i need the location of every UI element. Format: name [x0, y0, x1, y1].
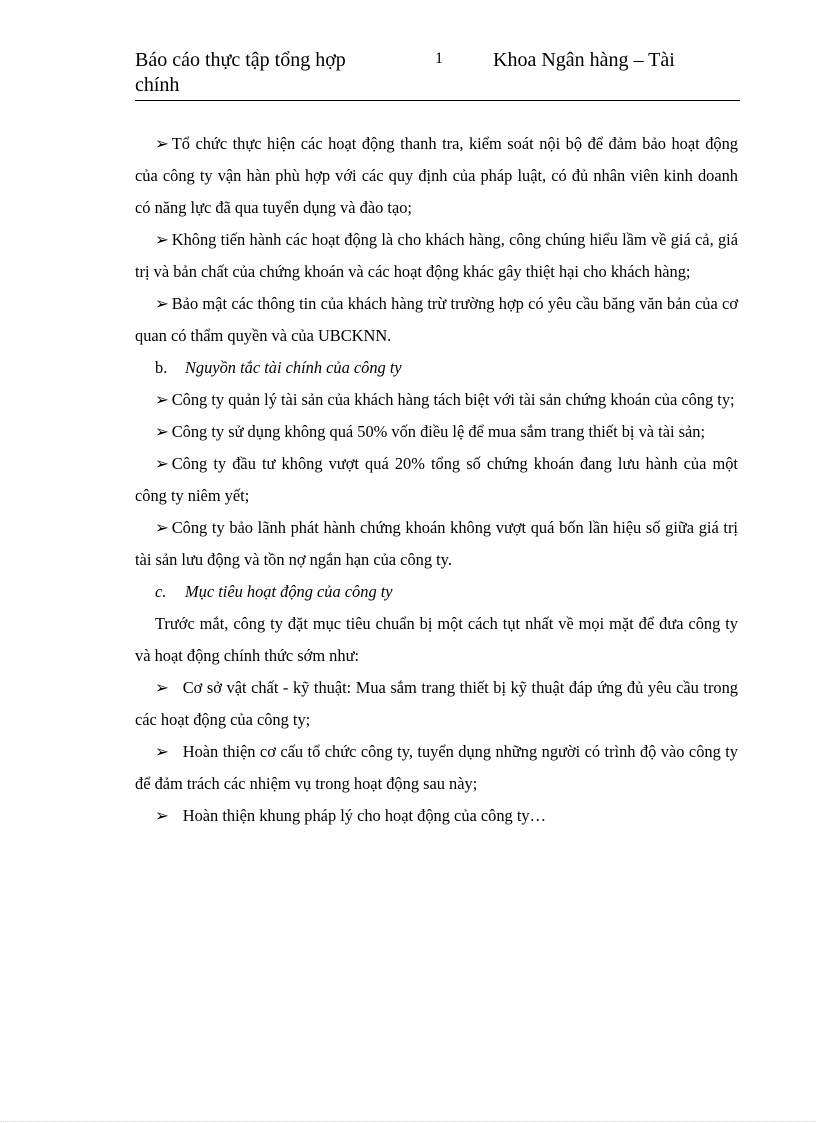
paragraph-text: Cơ sở vật chất - kỹ thuật: Mua sắm trang thiết bị kỹ thuật đáp ứng đủ yêu cầu trong các hoạt động của công ty; [135, 678, 738, 729]
paragraph-12 [135, 736, 738, 800]
paragraph-text: Hoàn thiện khung pháp lý cho hoạt động của công ty… [182, 806, 546, 825]
header-report-title: Báo cáo thực tập tổng hợp chính [135, 49, 346, 96]
arrow-bullet-icon: ➢ [155, 230, 169, 249]
paragraph-6 [135, 416, 738, 448]
paragraph-text: Công ty quản lý tài sản của khách hàng tách biệt với tài sản chứng khoán của công ty; [171, 390, 735, 409]
arrow-bullet-icon: ➢ [155, 422, 169, 441]
heading-text: Nguyồn tắc tài chính của công ty [185, 358, 402, 377]
arrow-bullet-icon: ➢ [155, 390, 169, 409]
page-number: 1 [435, 50, 443, 67]
paragraph-text: Công ty đầu tư không vượt quá 20% tổng số chứng khoán đang lưu hành của một công ty niêm yết; [135, 454, 738, 505]
paragraph-1 [135, 128, 738, 224]
heading-label: b. [155, 358, 168, 377]
paragraph-10: Trước mắt, công ty đặt mục tiêu chuẩn bị một cách tụt nhất về mọi mặt để đưa công ty và hoạt động chính thức sớm như: [135, 614, 738, 665]
paragraph-text: Không tiến hành các hoạt động là cho khách hàng, công chúng hiểu lầm về giá cả, giá trị và bản chất của chứng khoán và các hoạt động khác gây thiệt hại cho khách hàng; [135, 230, 738, 281]
heading-label: c. [155, 582, 167, 601]
arrow-bullet-icon: ➢ [155, 518, 169, 537]
paragraph-text: Công ty bảo lãnh phát hành chứng khoán không vượt quá bốn lần hiệu số giữa giá trị tài sản lưu động và tồn nợ ngắn hạn của công ty. [135, 518, 738, 569]
paragraph-7 [135, 448, 738, 512]
page-header [135, 48, 740, 101]
paragraph-2 [135, 224, 738, 288]
paragraph-8 [135, 512, 738, 576]
section-heading-c [135, 576, 738, 608]
arrow-bullet-icon: ➢ [155, 742, 169, 761]
paragraph-text: Bảo mật các thông tin của khách hàng trừ trường hợp có yêu cầu băng văn bản của cơ quan có thẩm quyền và của UBCKNN. [135, 294, 738, 345]
paragraph-11 [135, 672, 738, 736]
section-heading-b [135, 352, 738, 384]
document-body [135, 128, 738, 832]
paragraph-3 [135, 288, 738, 352]
paragraph-text: Tổ chức thực hiện các hoạt động thanh tra, kiểm soát nội bộ để đảm bảo hoạt động của công ty vận hàn phù hợp với các quy định của pháp luật, có đủ nhân viên kinh doanh có năng lực đã qua tuyển dụng và đào tạo; [135, 134, 738, 217]
arrow-bullet-icon: ➢ [155, 294, 169, 313]
heading-text: Mục tiêu hoạt động của công ty [185, 582, 393, 601]
paragraph-13 [135, 800, 738, 832]
paragraph-text: Công ty sử dụng không quá 50% vốn điều lệ để mua sắm trang thiết bị và tài sản; [171, 422, 706, 441]
arrow-bullet-icon: ➢ [155, 678, 169, 697]
arrow-bullet-icon: ➢ [155, 134, 169, 153]
page-bottom-edge [0, 1121, 816, 1122]
arrow-bullet-icon: ➢ [155, 454, 169, 473]
paragraph-text: Hoàn thiện cơ cấu tổ chức công ty, tuyển dụng những người có trình độ vào công ty để đảm trách các nhiệm vụ trong hoạt động sau này; [135, 742, 738, 793]
header-faculty: Khoa Ngân hàng – Tài [493, 49, 675, 71]
paragraph-5 [135, 384, 738, 416]
arrow-bullet-icon: ➢ [155, 806, 169, 825]
